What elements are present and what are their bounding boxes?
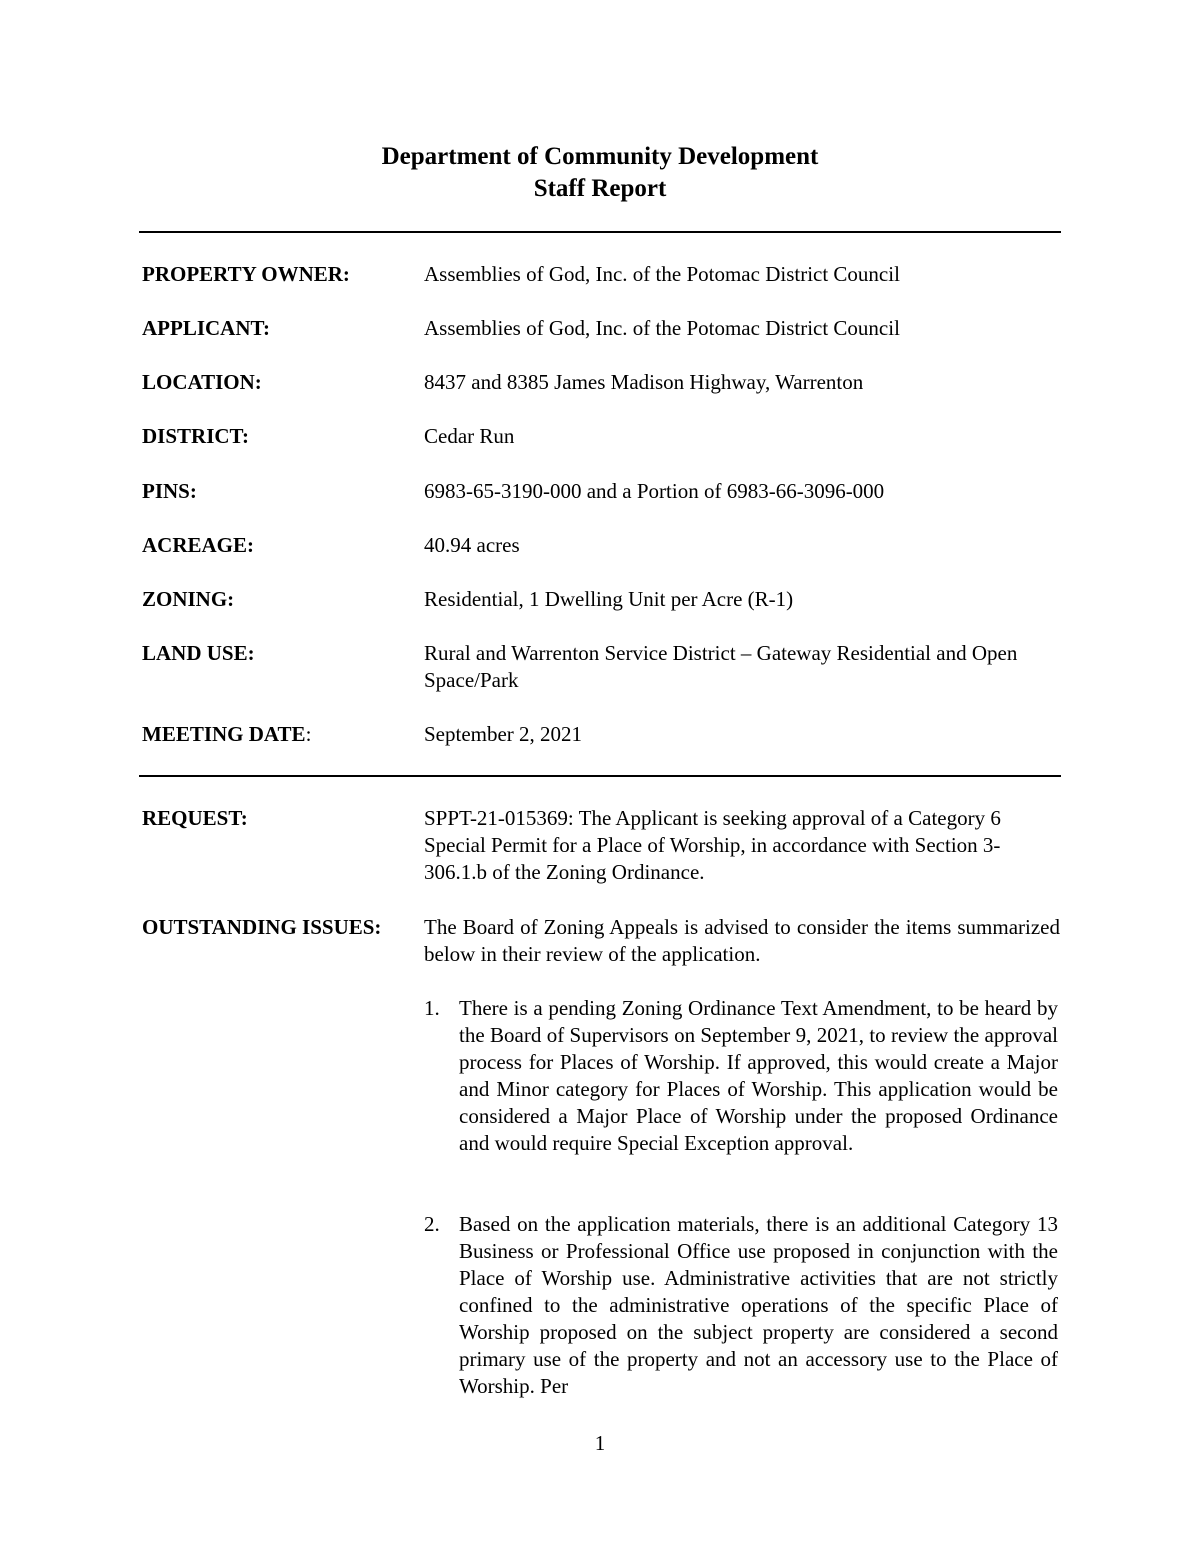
field-label: ACREAGE: [142, 533, 255, 557]
field-value: 40.94 acres [424, 533, 520, 557]
field-label: DISTRICT: [142, 424, 249, 448]
list-item-number: 1. [424, 996, 440, 1020]
field-value: Cedar Run [424, 424, 515, 448]
page-number: 1 [594, 1431, 606, 1455]
list-item-number: 2. [424, 1212, 440, 1236]
field-label: LOCATION: [142, 370, 262, 394]
field-value: Rural and Warrenton Service District – Gateway Residential and Open Space/Park [424, 641, 1018, 692]
list-item-text: There is a pending Zoning Ordinance Text Amendment, to be heard by the Board of Supervisors on September 9, 2021, to review the approval process for Places of Worship. If approved, this would create a Major and Minor category for Places of Worship. This application would be considered a Major Place of Worship under the proposed Ordinance and would require Special Exception approval. [459, 996, 1058, 1155]
outstanding-issues-label: OUTSTANDING ISSUES: [142, 915, 382, 939]
department-title: Department of Community Development [381, 143, 819, 170]
report-title: Staff Report [533, 175, 667, 202]
field-value: September 2, 2021 [424, 722, 583, 746]
request-label: REQUEST: [142, 806, 248, 830]
request-text: SPPT-21-015369: The Applicant is seeking approval of a Category 6 Special Permit for a Place of Worship, in accordance with Section 3-306.1.b of the Zoning Ordinance. [424, 806, 1001, 884]
field-label-text: MEETING DATE [142, 722, 306, 746]
list-item-text: Based on the application materials, there is an additional Category 13 Business or Professional Office use proposed in conjunction with the Place of Worship use. Administrative activities that are not strictly confined to the administrative operations of the specific Place of Worship proposed on the subject property are considered a second primary use of the property and not an accessory use to the Place of Worship. Per [459, 1212, 1058, 1398]
field-value: Assemblies of God, Inc. of the Potomac District Council [424, 316, 900, 340]
field-value: 6983-65-3190-000 and a Portion of 6983-66-3096-000 [424, 479, 885, 503]
field-label: LAND USE: [142, 641, 255, 665]
field-label: PINS: [142, 479, 197, 503]
field-label: ZONING: [142, 587, 235, 611]
top-divider [139, 231, 1061, 233]
field-value: Residential, 1 Dwelling Unit per Acre (R-1) [424, 587, 794, 611]
field-value: 8437 and 8385 James Madison Highway, Warrenton [424, 370, 864, 394]
field-label: PROPERTY OWNER: [142, 262, 350, 286]
field-label-colon: : [305, 722, 312, 746]
field-value: Assemblies of God, Inc. of the Potomac District Council [424, 262, 900, 286]
field-label: APPLICANT: [142, 316, 270, 340]
outstanding-issues-intro: The Board of Zoning Appeals is advised to consider the items summarized below in their review of the application. [424, 915, 1060, 966]
middle-divider [139, 775, 1061, 777]
field-label [142, 721, 311, 748]
